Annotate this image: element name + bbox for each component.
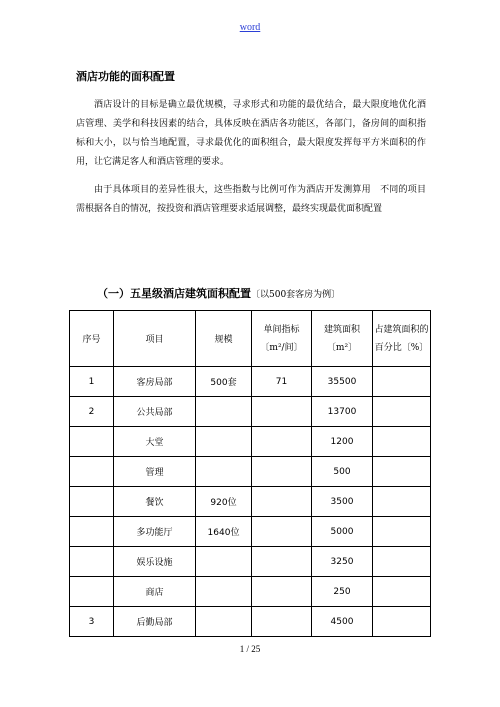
table-header-row (70, 311, 431, 367)
table-row (70, 547, 431, 577)
table-row (70, 607, 431, 637)
cell-unit (252, 397, 312, 427)
cell-seq (70, 457, 114, 487)
cell-unit (252, 517, 312, 547)
cell-unit (252, 457, 312, 487)
cell-unit (252, 577, 312, 607)
cell-scale (196, 547, 252, 577)
cell-seq (70, 487, 114, 517)
header-percentage-line1: 占建筑面积的 (374, 324, 429, 335)
table-row (70, 427, 431, 457)
cell-scale (196, 397, 252, 427)
cell-area: 1200 (312, 427, 373, 457)
cell-pct (373, 607, 431, 637)
cell-scale (196, 457, 252, 487)
header-item: 项目 (114, 311, 196, 367)
note-paragraph: 由于具体项目的差异性很大，这些指数与比例可作为酒店开发测算用 不同的项目需根据各自的情况，按投资和酒店管理要求适展调整，最终实现最优面积配置 (76, 185, 426, 214)
cell-pct (373, 397, 431, 427)
cell-area: 500 (312, 457, 373, 487)
cell-area: 4500 (312, 607, 373, 637)
cell-pct (373, 547, 431, 577)
cell-item: 多功能厅 (114, 517, 196, 547)
cell-area: 5000 (312, 517, 373, 547)
cell-seq (70, 517, 114, 547)
header-word-link[interactable]: word (239, 22, 261, 33)
cell-seq: 2 (70, 397, 114, 427)
table-row (70, 397, 431, 427)
header-seq: 序号 (70, 311, 114, 367)
header-area (312, 311, 373, 367)
table-row (70, 517, 431, 547)
cell-unit (252, 487, 312, 517)
cell-seq (70, 427, 114, 457)
cell-pct (373, 367, 431, 397)
cell-pct (373, 517, 431, 547)
cell-seq: 1 (70, 367, 114, 397)
cell-area: 3500 (312, 487, 373, 517)
cell-pct (373, 577, 431, 607)
header-unit-index (252, 311, 312, 367)
header-unit-index-line2: 〔m²/间〕 (260, 342, 303, 353)
header-percentage-line2: 百分比〔%〕 (374, 342, 429, 353)
cell-scale (196, 577, 252, 607)
cell-area: 3250 (312, 547, 373, 577)
page-number: 1 / 25 (239, 644, 261, 654)
cell-scale: 500套 (196, 367, 252, 397)
header-area-line1: 建筑面积 (323, 324, 360, 335)
cell-unit (252, 607, 312, 637)
table-row (70, 487, 431, 517)
cell-area: 35500 (312, 367, 373, 397)
cell-item: 大堂 (114, 427, 196, 457)
cell-item: 商店 (114, 577, 196, 607)
cell-area: 13700 (312, 397, 373, 427)
cell-unit (252, 547, 312, 577)
cell-seq: 3 (70, 607, 114, 637)
section-heading (97, 285, 340, 301)
cell-pct (373, 427, 431, 457)
cell-unit: 71 (252, 367, 312, 397)
cell-scale: 920位 (196, 487, 252, 517)
cell-scale (196, 427, 252, 457)
cell-item: 客房局部 (114, 367, 196, 397)
cell-item: 娱乐设施 (114, 547, 196, 577)
cell-scale: 1640位 (196, 517, 252, 547)
table-row (70, 367, 431, 397)
header-area-line2: 〔m²〕 (326, 342, 358, 353)
document-title: 酒店功能的面积配置 (76, 70, 175, 83)
intro-paragraph: 酒店设计的目标是确立最优规模，寻求形式和功能的最优结合，最大限度地优化酒店管理、美学和科技因素的结合，具体反映在酒店各功能区，各部门，备房间的面积指标和大小，以与恰当地配置，寻求最优化的面积组合，最大限度发挥每平方米面积的作用，让它满足客人和酒店管理的要求。 (76, 100, 426, 167)
cell-item: 餐饮 (114, 487, 196, 517)
cell-seq (70, 577, 114, 607)
header-percentage (373, 311, 431, 367)
section-heading-note: 〔以500套客房为例〕 (251, 290, 341, 300)
cell-item: 管理 (114, 457, 196, 487)
cell-item: 后勤局部 (114, 607, 196, 637)
area-config-table (69, 310, 431, 637)
cell-pct (373, 487, 431, 517)
header-unit-index-line1: 单间指标 (263, 324, 300, 335)
cell-area: 250 (312, 577, 373, 607)
table-row (70, 457, 431, 487)
cell-pct (373, 457, 431, 487)
cell-seq (70, 547, 114, 577)
header-scale: 规模 (196, 311, 252, 367)
table-row (70, 577, 431, 607)
cell-unit (252, 427, 312, 457)
cell-item: 公共局部 (114, 397, 196, 427)
cell-scale (196, 607, 252, 637)
section-heading-text: （一）五星级酒店建筑面积配置 (97, 287, 251, 300)
